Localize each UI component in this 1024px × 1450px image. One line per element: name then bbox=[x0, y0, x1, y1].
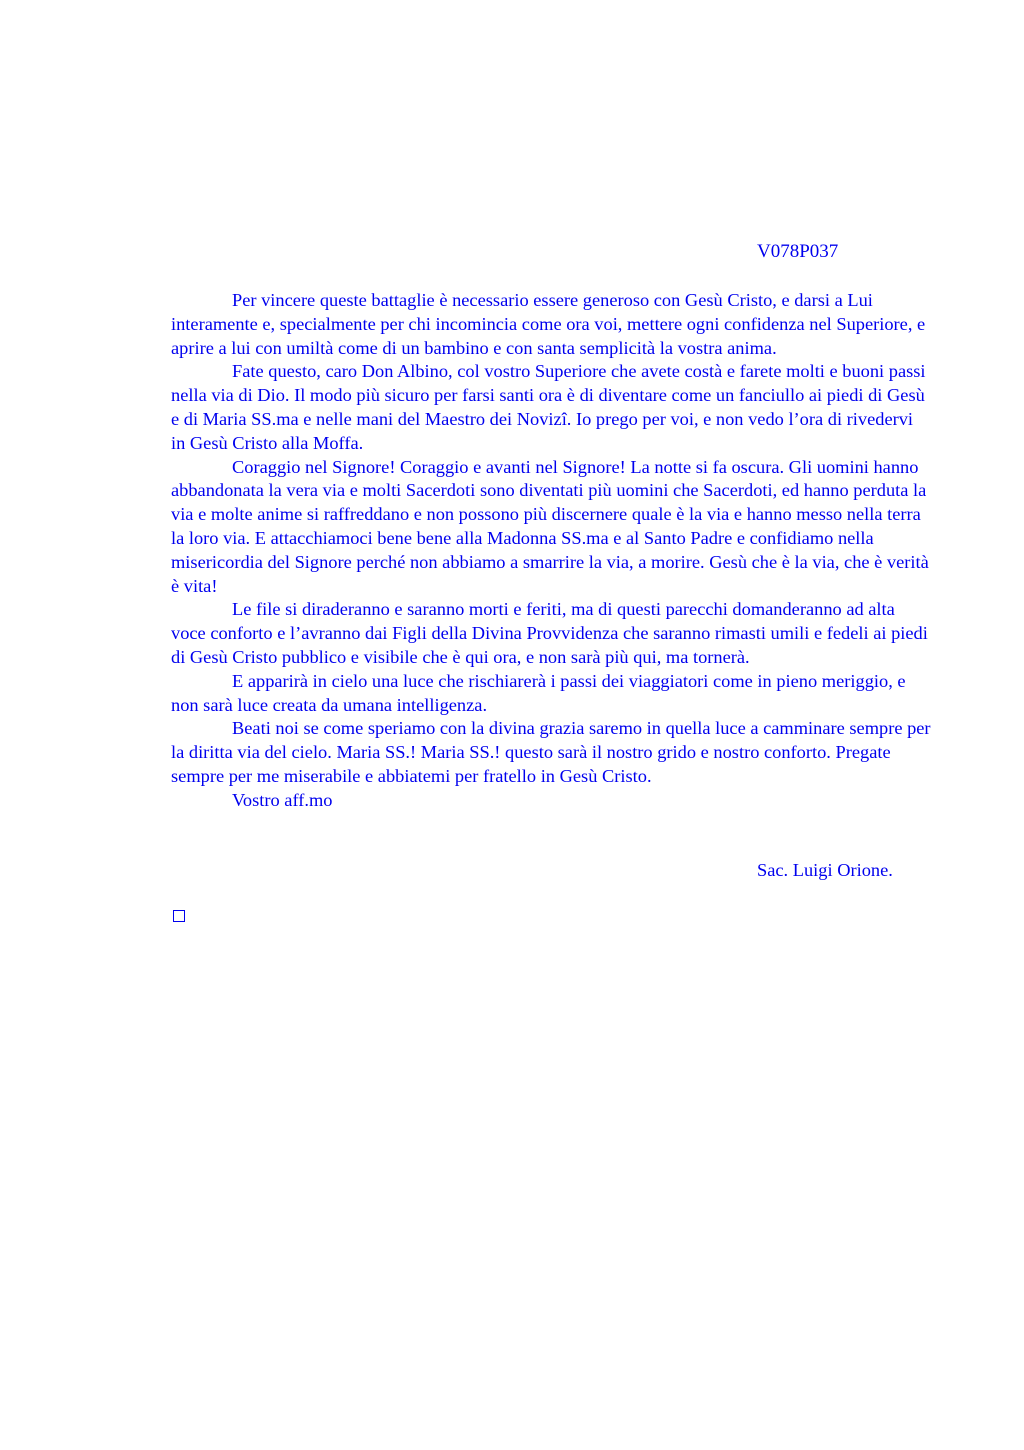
paragraph-3: Coraggio nel Signore! Coraggio e avanti nel Signore! La notte si fa oscura. Gli uomini hanno abbandonata la vera via e molti Sacerdoti sono diventati più uomini che Sacerdoti, ed hanno perduta la via e molte anime si raffreddano e non possono più discernere quale è la via e hanno messo nella terra la loro via. E attacchiamoci bene bene alla Madonna SS.ma e al Santo Padre e confidiamo nella misericordia del Signore perché non abbiamo a smarrire la via, a morire. Gesù che è la via, che è verità è vita! bbox=[171, 456, 929, 596]
paragraph-1: Per vincere queste battaglie è necessario essere generoso con Gesù Cristo, e darsi a Lui interamente e, specialmente per chi incomincia come ora voi, mettere ogni confidenza nel Superiore, e aprire a lui con umiltà come di un bambino e con santa semplicità la vostra anima. bbox=[171, 290, 926, 358]
page-code: V078P037 bbox=[757, 241, 839, 262]
closing-line: Vostro aff.mo bbox=[232, 789, 333, 810]
paragraph-5: E apparirà in cielo una luce che rischiarerà i passi dei viaggiatori come in pieno meriggio, e non sarà luce creata da umana intelligenza. bbox=[171, 670, 906, 715]
signature: Sac. Luigi Orione. bbox=[757, 860, 893, 880]
square-outline-icon bbox=[173, 910, 185, 922]
paragraph-4: Le file si diraderanno e saranno morti e feriti, ma di questi parecchi domanderanno ad alta voce conforto e l’avranno dai Figli della Divina Provvidenza che saranno rimasti umili e fedeli ai piedi di Gesù Cristo pubblico e visibile che è qui ora, e non sarà più qui, ma tornerà. bbox=[171, 599, 928, 667]
paragraph-2: Fate questo, caro Don Albino, col vostro Superiore che avete costà e farete molti e buoni passi nella via di Dio. Il modo più sicuro per farsi santi ora è di diventare come un fanciullo ai piedi di Gesù e di Maria SS.ma e nelle mani del Maestro dei Novizî. Io prego per voi, e non vedo l’ora di rivedervi in Gesù Cristo alla Moffa. bbox=[171, 361, 926, 453]
paragraph-6: Beati noi se come speriamo con la divina grazia saremo in quella luce a camminare sempre per la diritta via del cielo. Maria SS.! Maria SS.! questo sarà il nostro grido e nostro conforto. Pregate sempre per me miserabile e abbiatemi per fratello in Gesù Cristo. bbox=[171, 718, 931, 786]
letter-body bbox=[171, 289, 931, 813]
